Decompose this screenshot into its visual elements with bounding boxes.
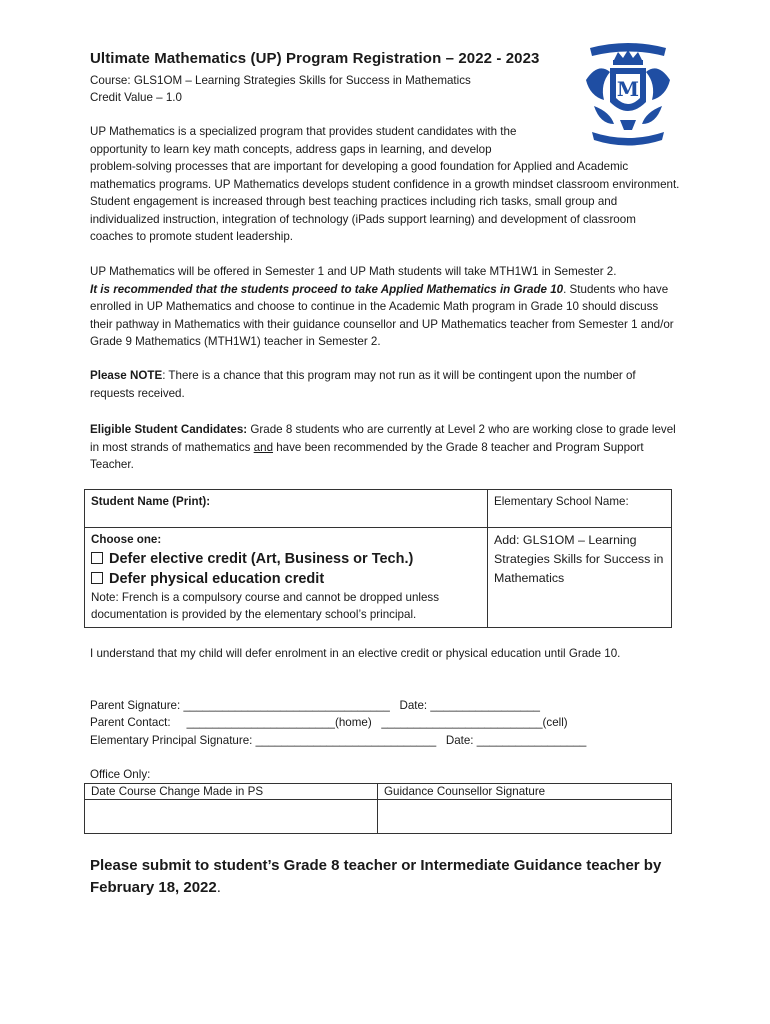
intro-paragraph-1b: problem-solving processes that are important for developing a good foundation for Applied and Academic mathematics programs. UP Mathematics develops student confidence in a growth mindset classroom environment. Student engagement is increased through best teaching practices including rich tasks, small group and individualized instruction, integration of technology (iPads support learning) and development of classroom coaches to promote student leadership.: [90, 160, 680, 243]
date-change-label: Date Course Change Made in PS: [91, 785, 264, 798]
credit-value: Credit Value – 1.0: [90, 91, 182, 104]
office-only-label: Office Only:: [90, 768, 151, 781]
checkbox-phys-ed[interactable]: [91, 572, 103, 584]
note-label: Please NOTE: [90, 369, 163, 382]
principal-signature-line[interactable]: Elementary Principal Signature: ____________________________ Date: _________________: [90, 734, 587, 747]
guidance-signature-label: Guidance Counsellor Signature: [384, 785, 546, 798]
office-table: [84, 783, 672, 834]
eligibility-paragraph: [90, 421, 680, 474]
understand-statement: I understand that my child will defer enrolment in an elective credit or physical education until Grade 10.: [90, 647, 621, 660]
add-course-text: Add: GLS1OM – Learning Strategies Skills for Success in Mathematics: [494, 533, 664, 585]
eligible-label: Eligible Student Candidates:: [90, 423, 248, 436]
option-phys-ed-label: Defer physical education credit: [109, 570, 325, 587]
eligible-text-b: have been recommended by the Grade 8 teacher and Program Support Teacher.: [90, 440, 644, 471]
student-form-table: [84, 489, 672, 628]
office-col-date: [85, 784, 378, 800]
option-elective[interactable]: [91, 549, 481, 569]
checkbox-elective[interactable]: [91, 552, 103, 564]
eligible-underlined: and: [253, 440, 274, 454]
intro-paragraph-2: [90, 263, 680, 351]
svg-text:M: M: [616, 77, 640, 101]
school-name-cell[interactable]: [488, 490, 672, 528]
french-note: Note: French is a compulsory course and cannot be dropped unless documentation is provided by the elementary school’s principal.: [91, 590, 440, 621]
submit-period: .: [216, 879, 221, 896]
office-col-guidance: [378, 784, 672, 800]
pathway-text: . Students who have enrolled in UP Mathematics and choose to continue in the Academic Math program in Grade 10 should discuss their pathway in Mathematics with their guidance counsellor and UP Mathematics teacher from Semester 1 and/or Grade 9 Mathematics (MTH1W1) teacher in Semester 2.: [90, 282, 674, 348]
option-phys-ed[interactable]: [91, 569, 481, 589]
submit-instructions: [90, 855, 700, 899]
choose-cell: [85, 528, 488, 628]
guidance-signature-field[interactable]: [378, 800, 672, 834]
school-name-label: Elementary School Name:: [494, 495, 629, 508]
course-line: Course: GLS1OM – Learning Strategies Skills for Success in Mathematics: [90, 74, 471, 87]
note-text: : There is a chance that this program may not run as it will be contingent upon the number of requests received.: [90, 369, 636, 400]
eligible-text-a: Grade 8 students who are currently at Level 2 who are working close to grade level in most strands of mathematics: [90, 423, 676, 454]
date-change-field[interactable]: [85, 800, 378, 834]
submit-text: Please submit to student’s Grade 8 teacher or Intermediate Guidance teacher by February 18, 2022: [90, 857, 662, 896]
option-elective-label: Defer elective credit (Art, Business or Tech.): [109, 550, 414, 567]
semester-info: UP Mathematics will be offered in Semester 1 and UP Math students will take MTH1W1 in Semester 2.: [90, 265, 617, 278]
page-title: Ultimate Mathematics (UP) Program Registration – 2022 - 2023: [90, 50, 540, 67]
add-course-cell: [488, 528, 672, 628]
parent-contact-line[interactable]: Parent Contact: _______________________(home) _________________________(cell): [90, 716, 568, 729]
intro-paragraph-1a: UP Mathematics is a specialized program that provides student candidates with the opportunity to learn key math concepts, address gaps in learning, and develop: [90, 125, 517, 156]
note-paragraph: [90, 367, 680, 402]
student-name-label: Student Name (Print):: [91, 495, 211, 508]
recommendation-text: It is recommended that the students proceed to take Applied Mathematics in Grade 10: [90, 282, 564, 296]
choose-label: Choose one:: [91, 533, 162, 546]
student-name-cell[interactable]: [85, 490, 488, 528]
school-crest-logo: [580, 40, 676, 152]
parent-signature-line[interactable]: Parent Signature: ________________________________ Date: _________________: [90, 699, 540, 712]
